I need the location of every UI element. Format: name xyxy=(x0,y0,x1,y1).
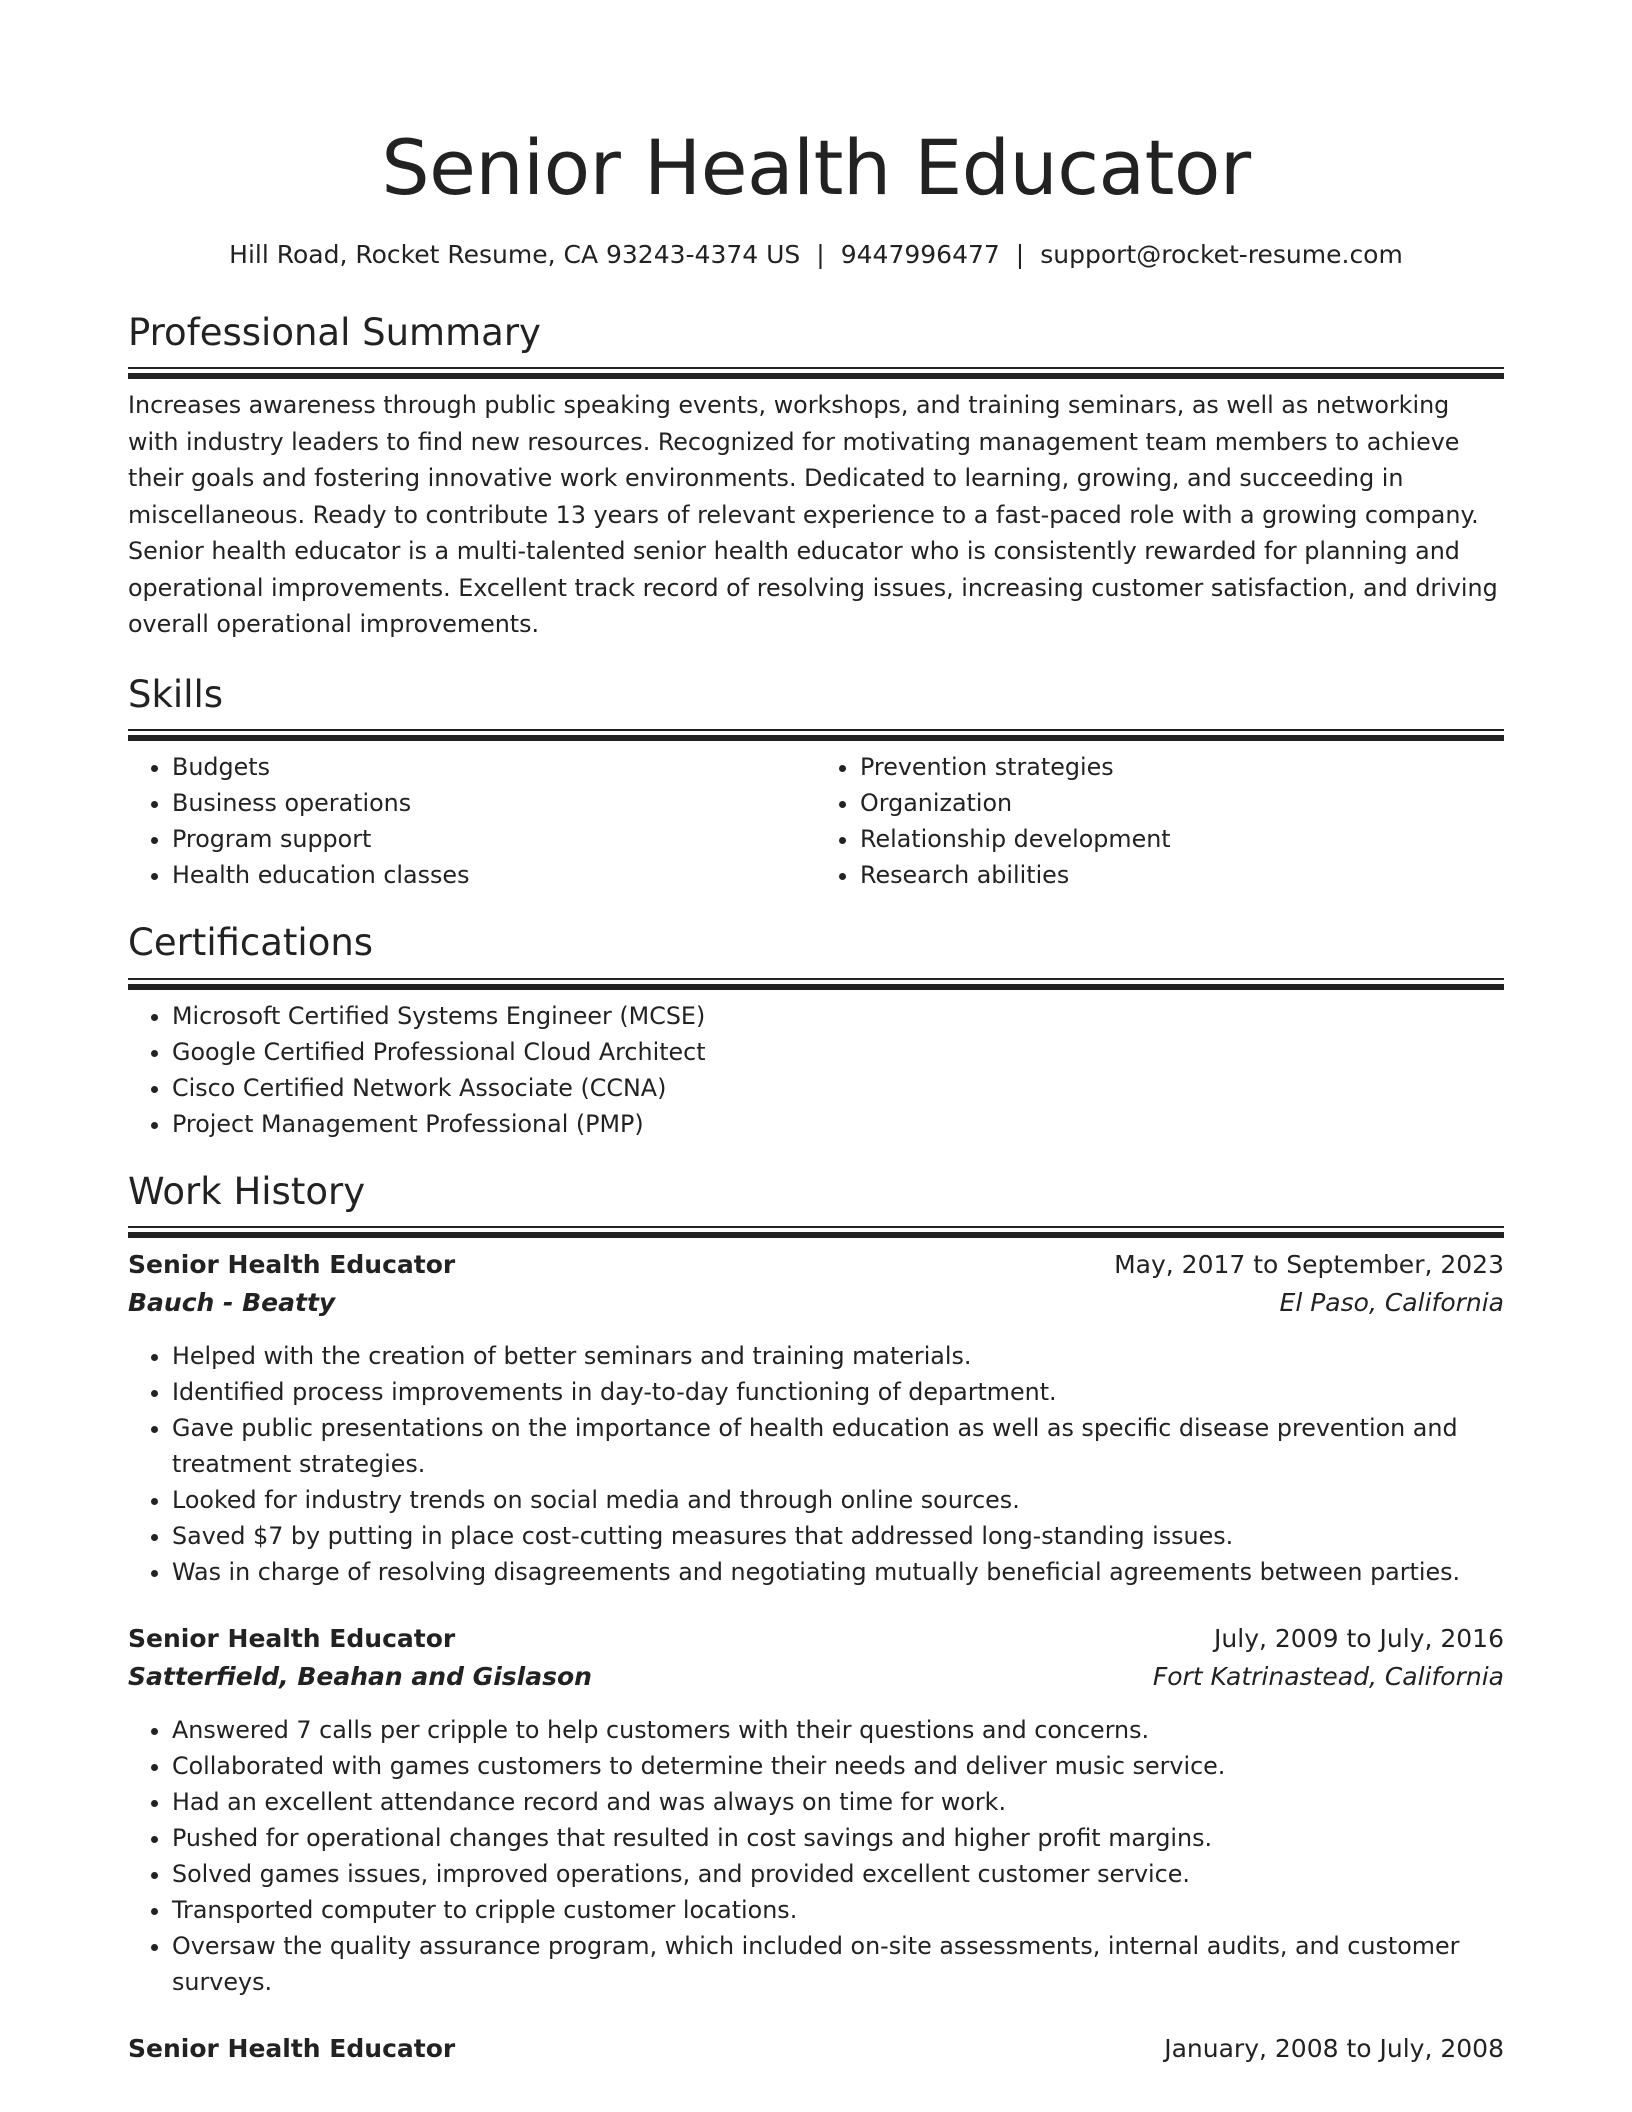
section-title-certifications: Certifications xyxy=(128,921,374,965)
skill-item: • Prevention strategies xyxy=(860,749,1504,785)
job-company: Bauch - Beatty xyxy=(128,1288,336,1318)
skill-item: • Program support xyxy=(172,821,816,857)
skills-list-left xyxy=(128,749,816,893)
certifications-section xyxy=(128,921,1504,1141)
summary-text: Increases awareness through public speaking events, workshops, and training seminars, as well as networking with industry leaders to find new resources. Recognized for motivating management team members to achieve their goals and fostering innovative work environments. Dedicated to learning, growing, and succeeding in miscellaneous. Ready to contribute 13 years of relevant experience to a fast-paced role with a growing company. Senior health educator is a multi-talented senior health educator who is consistently rewarded for planning and operational improvements. Excellent track record of resolving issues, increasing customer satisfaction, and driving overall operational improvements. xyxy=(128,391,1498,639)
job-bullet: • Had an excellent attendance record and was always on time for work. xyxy=(172,1784,1504,1820)
skill-item: • Relationship development xyxy=(860,821,1504,857)
job-bullet: • Collaborated with games customers to determine their needs and deliver music service. xyxy=(172,1748,1504,1784)
job-dates: January, 2008 to July, 2008 xyxy=(1164,2034,1504,2064)
job-bullets xyxy=(128,1338,1504,1590)
job-company: Satterfield, Beahan and Gislason xyxy=(128,1662,592,1692)
certification-item: • Cisco Certified Network Associate (CCNA) xyxy=(172,1070,1504,1106)
job-location: Fort Katrinastead, California xyxy=(1152,1662,1504,1692)
skills-list-right xyxy=(816,749,1504,893)
job-dates: July, 2009 to July, 2016 xyxy=(1214,1624,1504,1654)
job-header xyxy=(128,1246,1504,1284)
job-bullet: • Helped with the creation of better seminars and training materials. xyxy=(172,1338,1504,1374)
certification-item: • Project Management Professional (PMP) xyxy=(172,1106,1504,1142)
certifications-list xyxy=(128,998,1504,1142)
job-title: Senior Health Educator xyxy=(128,1624,456,1654)
skill-item: • Health education classes xyxy=(172,857,816,893)
job-bullet: • Pushed for operational changes that resulted in cost savings and higher profit margins. xyxy=(172,1820,1504,1856)
skill-item: • Business operations xyxy=(172,785,816,821)
job-entry xyxy=(128,1620,1504,2000)
job-bullet: • Saved $7 by putting in place cost-cutting measures that addressed long-standing issues. xyxy=(172,1518,1504,1554)
job-subheader xyxy=(128,1658,1504,1696)
work-history-section xyxy=(128,1170,1504,2068)
contact-phone: 9447996477 xyxy=(840,240,1000,269)
job-bullet: • Solved games issues, improved operations, and provided excellent customer service. xyxy=(172,1856,1504,1892)
job-bullet: • Oversaw the quality assurance program, which included on-site assessments, internal audits, and customer surveys. xyxy=(172,1928,1504,2000)
section-divider xyxy=(128,978,1504,984)
resume-page xyxy=(128,0,1504,2068)
job-title: Senior Health Educator xyxy=(128,2034,456,2064)
section-title-skills: Skills xyxy=(128,672,224,716)
resume-name: Senior Health Educator xyxy=(381,123,1251,212)
job-location: El Paso, California xyxy=(1279,1288,1504,1318)
job-header xyxy=(128,2030,1504,2068)
contact-line xyxy=(128,240,1504,269)
contact-separator: | xyxy=(1015,240,1025,269)
job-header xyxy=(128,1620,1504,1658)
job-title: Senior Health Educator xyxy=(128,1250,456,1280)
job-bullet: • Gave public presentations on the importance of health education as well as specific disease prevention and treatment strategies. xyxy=(172,1410,1504,1482)
job-bullet: • Looked for industry trends on social media and through online sources. xyxy=(172,1482,1504,1518)
job-bullet: • Transported computer to cripple customer locations. xyxy=(172,1892,1504,1928)
certification-item: • Microsoft Certified Systems Engineer (MCSE) xyxy=(172,998,1504,1034)
section-title-summary: Professional Summary xyxy=(128,311,541,354)
contact-email: support@rocket-resume.com xyxy=(1040,240,1403,269)
job-entry xyxy=(128,1246,1504,1590)
contact-address: Hill Road, Rocket Resume, CA 93243-4374 US xyxy=(229,240,801,269)
section-divider xyxy=(128,1226,1504,1232)
job-entry xyxy=(128,2030,1504,2068)
job-bullet: • Identified process improvements in day-to-day functioning of department. xyxy=(172,1374,1504,1410)
section-divider xyxy=(128,367,1504,373)
summary-section xyxy=(128,311,1504,643)
section-title-work-history: Work History xyxy=(128,1169,366,1213)
section-divider xyxy=(128,729,1504,735)
job-dates: May, 2017 to September, 2023 xyxy=(1114,1250,1504,1280)
job-bullet: • Was in charge of resolving disagreements and negotiating mutually beneficial agreements between parties. xyxy=(172,1554,1504,1590)
skills-section xyxy=(128,673,1504,893)
skills-grid xyxy=(128,749,1504,893)
job-bullet: • Answered 7 calls per cripple to help customers with their questions and concerns. xyxy=(172,1712,1504,1748)
contact-separator: | xyxy=(816,240,825,269)
skill-item: • Research abilities xyxy=(860,857,1504,893)
job-subheader xyxy=(128,1284,1504,1322)
certification-item: • Google Certified Professional Cloud Architect xyxy=(172,1034,1504,1070)
skill-item: • Budgets xyxy=(172,749,816,785)
skill-item: • Organization xyxy=(860,785,1504,821)
job-bullets xyxy=(128,1712,1504,2000)
